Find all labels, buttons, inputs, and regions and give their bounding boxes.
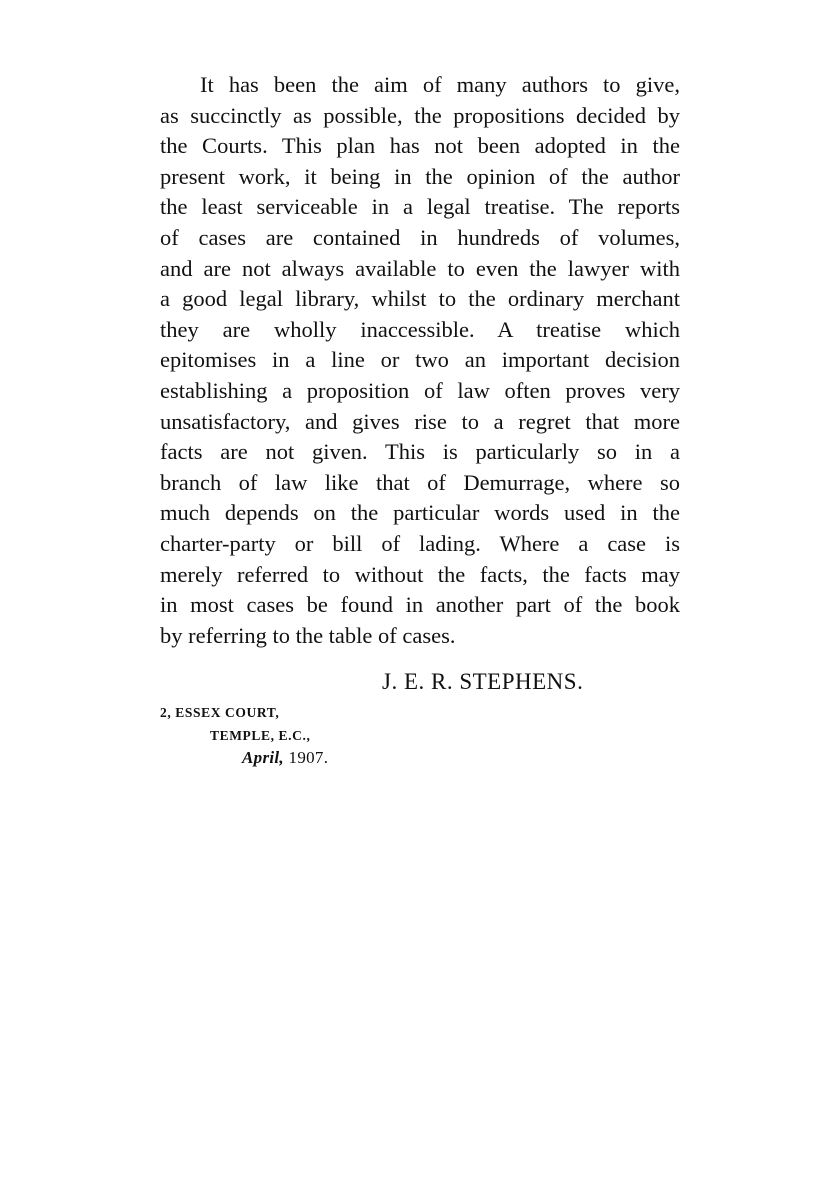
address-date-year: 1907. xyxy=(288,748,329,767)
paragraph-line: present work, it being in the opinion of the author xyxy=(160,163,680,189)
paragraph-line: epitomises in a line or two an important decision xyxy=(160,347,680,373)
paragraph-line: unsatisfactory, and gives rise to a regret that more xyxy=(160,408,680,434)
paragraph-line: and are not always available to even the lawyer with xyxy=(160,255,680,281)
paragraph-line: much depends on the particular words used in the xyxy=(160,500,680,526)
paragraph-line: in most cases be found in another part of the book xyxy=(160,592,680,618)
address-block xyxy=(160,701,328,769)
paragraph-line: establishing a proposition of law often proves very xyxy=(160,377,680,403)
paragraph-line: of cases are contained in hundreds of volumes, xyxy=(160,224,680,250)
paragraph-line: the Courts. This plan has not been adopted in the xyxy=(160,133,680,159)
paragraph-line: they are wholly inaccessible. A treatise which xyxy=(160,316,680,342)
author-signature: J. E. R. STEPHENS. xyxy=(382,669,584,694)
paragraph-line: the least serviceable in a legal treatise. The reports xyxy=(160,194,680,220)
paragraph-line: facts are not given. This is particularly so in a xyxy=(160,439,680,465)
address-line-district: TEMPLE, E.C., xyxy=(210,728,311,743)
paragraph-line: It has been the aim of many authors to give, xyxy=(200,72,680,97)
paragraph-line: as succinctly as possible, the propositions decided by xyxy=(160,102,680,128)
paragraph-line: charter-party or bill of lading. Where a case is xyxy=(160,530,680,556)
paragraph-line: a good legal library, whilst to the ordinary merchant xyxy=(160,286,680,312)
address-line-street: 2, ESSEX COURT, xyxy=(160,705,280,720)
paragraph-line: branch of law like that of Demurrage, where so xyxy=(160,469,680,495)
paragraph-line: by referring to the table of cases. xyxy=(160,622,456,648)
address-date-month: April, xyxy=(242,748,284,767)
preface-paragraph xyxy=(160,70,680,651)
paragraph-line: merely referred to without the facts, the facts may xyxy=(160,561,680,587)
address-date xyxy=(160,747,328,769)
